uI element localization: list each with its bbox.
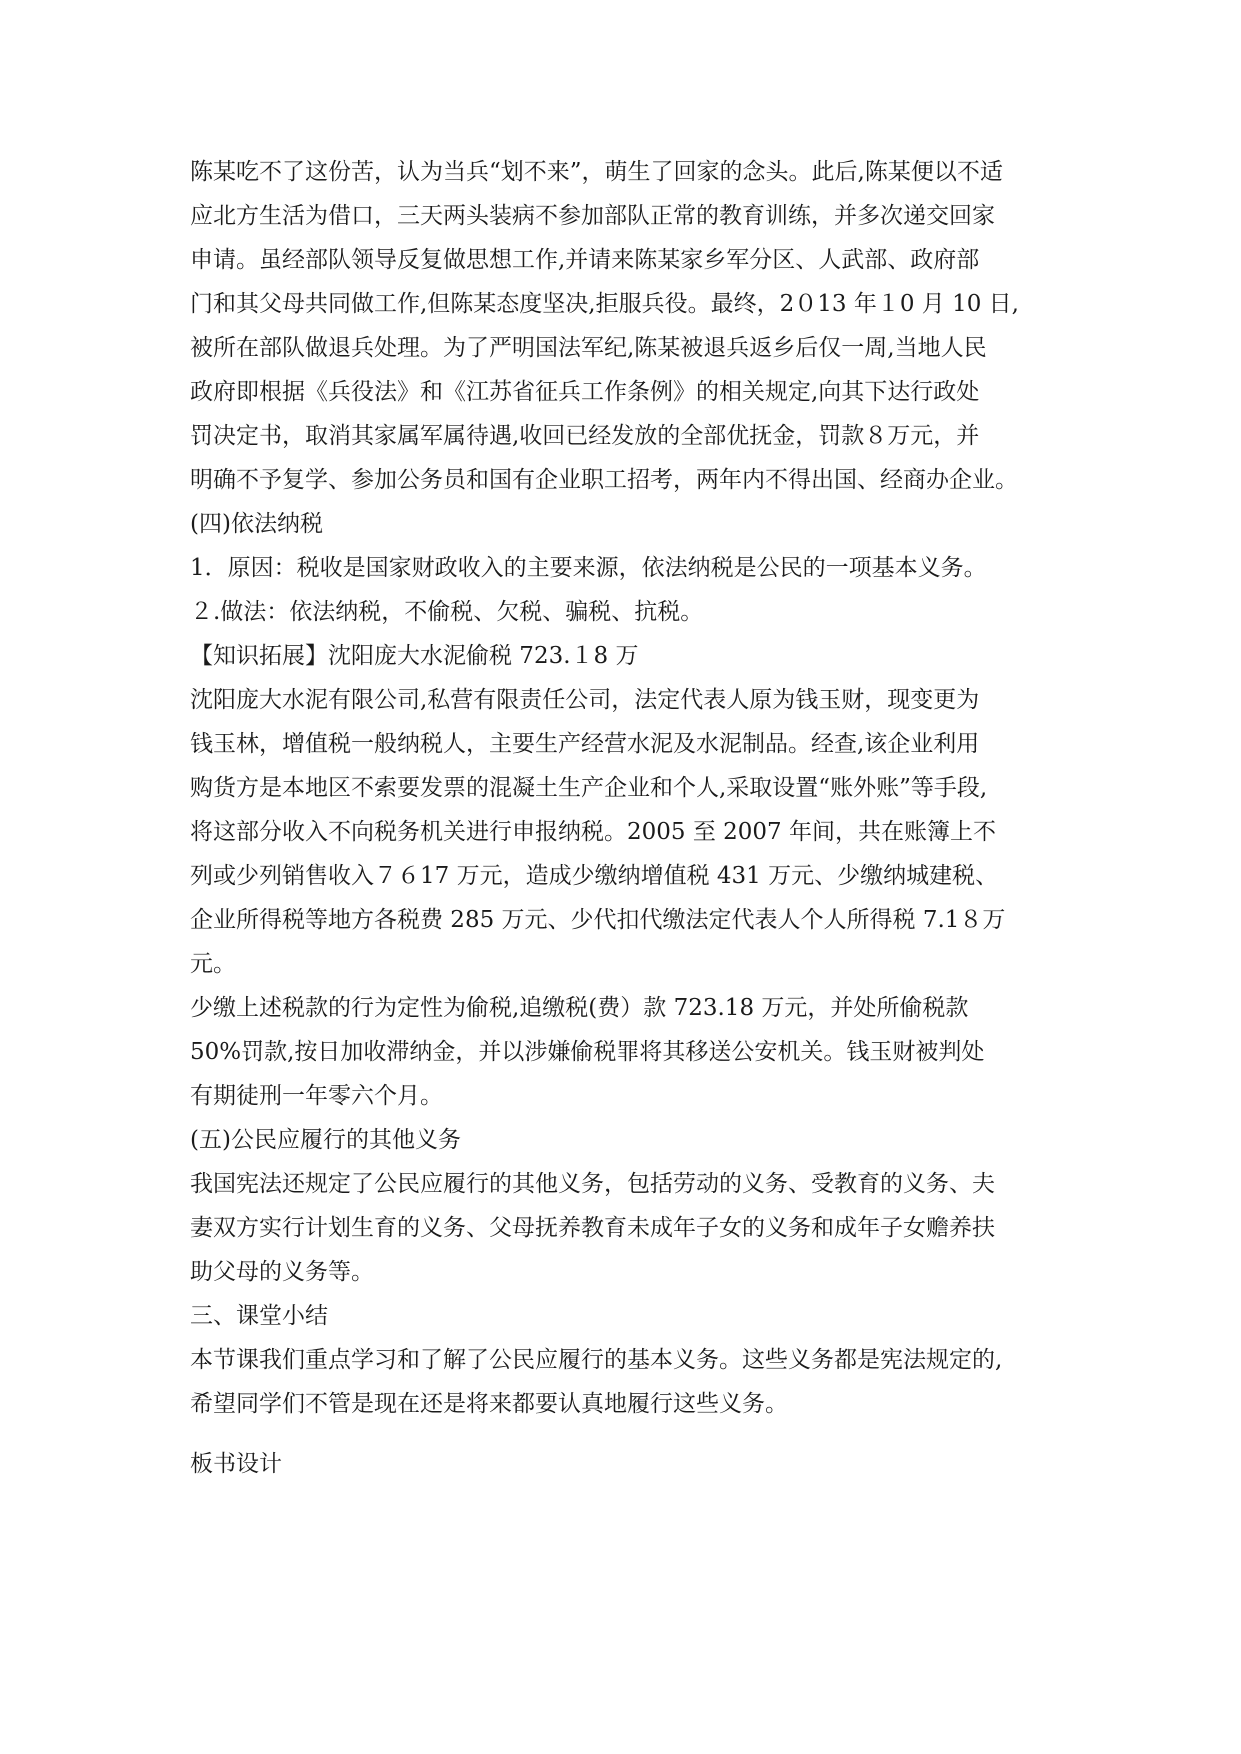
- paragraph-line: 购货方是本地区不索要发票的混凝土生产企业和个人,采取设置“账外账”等手段,: [190, 775, 988, 801]
- paragraph-line: 门和其父母共同做工作,但陈某态度坚决,拒服兵役。最终，2０13 年１0 月 10 日,: [190, 291, 1019, 317]
- paragraph-line: 沈阳庞大水泥有限公司,私营有限责任公司，法定代表人原为钱玉财，现变更为: [190, 687, 980, 713]
- list-item-reason: 1．原因：税收是国家财政收入的主要来源，依法纳税是公民的一项基本义务。: [190, 555, 987, 581]
- paragraph-line: 政府即根据《兵役法》和《江苏省征兵工作条例》的相关规定,向其下达行政处: [190, 379, 980, 405]
- paragraph-line: 少缴上述税款的行为定性为偷税,追缴税(费）款 723.18 万元，并处所偷税款: [190, 995, 969, 1021]
- paragraph-line: 列或少列销售收入７６17 万元，造成少缴纳增值税 431 万元、少缴纳城建税、: [190, 863, 999, 889]
- list-item-method: ２.做法：依法纳税，不偷税、欠税、骗税、抗税。: [190, 599, 704, 625]
- paragraph-line: 助父母的义务等。: [190, 1259, 374, 1285]
- paragraph-line: 本节课我们重点学习和了解了公民应履行的基本义务。这些义务都是宪法规定的,: [190, 1347, 1003, 1373]
- knowledge-extension-title: 【知识拓展】沈阳庞大水泥偷税 723.１8 万: [190, 643, 639, 669]
- paragraph-line: 申请。虽经部队领导反复做思想工作,并请来陈某家乡军分区、人武部、政府部: [190, 247, 980, 273]
- paragraph-spacer: [190, 1426, 1070, 1442]
- paragraph-line: 50%罚款,按日加收滞纳金，并以涉嫌偷税罪将其移送公安机关。钱玉财被判处: [190, 1039, 985, 1065]
- paragraph-line: 陈某吃不了这份苦，认为当兵“划不来”，萌生了回家的念头。此后,陈某便以不适: [190, 159, 1003, 185]
- section-heading-tax: (四)依法纳税: [190, 511, 323, 537]
- paragraph-line: 明确不予复学、参加公务员和国有企业职工招考，两年内不得出国、经商办企业。: [190, 467, 1018, 493]
- paragraph-line: 应北方生活为借口，三天两头装病不参加部队正常的教育训练，并多次递交回家: [190, 203, 995, 229]
- paragraph-line: 希望同学们不管是现在还是将来都要认真地履行这些义务。: [190, 1391, 788, 1417]
- paragraph-line: 罚决定书，取消其家属军属待遇,收回已经发放的全部优抚金，罚款８万元，并: [190, 423, 980, 449]
- paragraph-line: 妻双方实行计划生育的义务、父母抚养教育未成年子女的义务和成年子女赡养扶: [190, 1215, 995, 1241]
- paragraph-line: 企业所得税等地方各税费 285 万元、少代扣代缴法定代表人个人所得税 7.1８万: [190, 907, 1006, 933]
- section-heading-other-duties: (五)公民应履行的其他义务: [190, 1127, 461, 1153]
- paragraph-line: 有期徒刑一年零六个月。: [190, 1083, 443, 1109]
- paragraph-line: 被所在部队做退兵处理。为了严明国法军纪,陈某被退兵返乡后仅一周,当地人民: [190, 335, 987, 361]
- paragraph-line: 将这部分收入不向税务机关进行申报纳税。2005 至 2007 年间，共在账簿上不: [190, 819, 996, 845]
- document-page: [190, 150, 1070, 1486]
- paragraph-line: 钱玉林，增值税一般纳税人，主要生产经营水泥及水泥制品。经查,该企业利用: [190, 731, 980, 757]
- paragraph-line: 我国宪法还规定了公民应履行的其他义务，包括劳动的义务、受教育的义务、夫: [190, 1171, 995, 1197]
- paragraph-line: 元。: [190, 951, 236, 977]
- board-design-heading: 板书设计: [190, 1451, 282, 1477]
- section-heading-summary: 三、课堂小结: [190, 1303, 328, 1329]
